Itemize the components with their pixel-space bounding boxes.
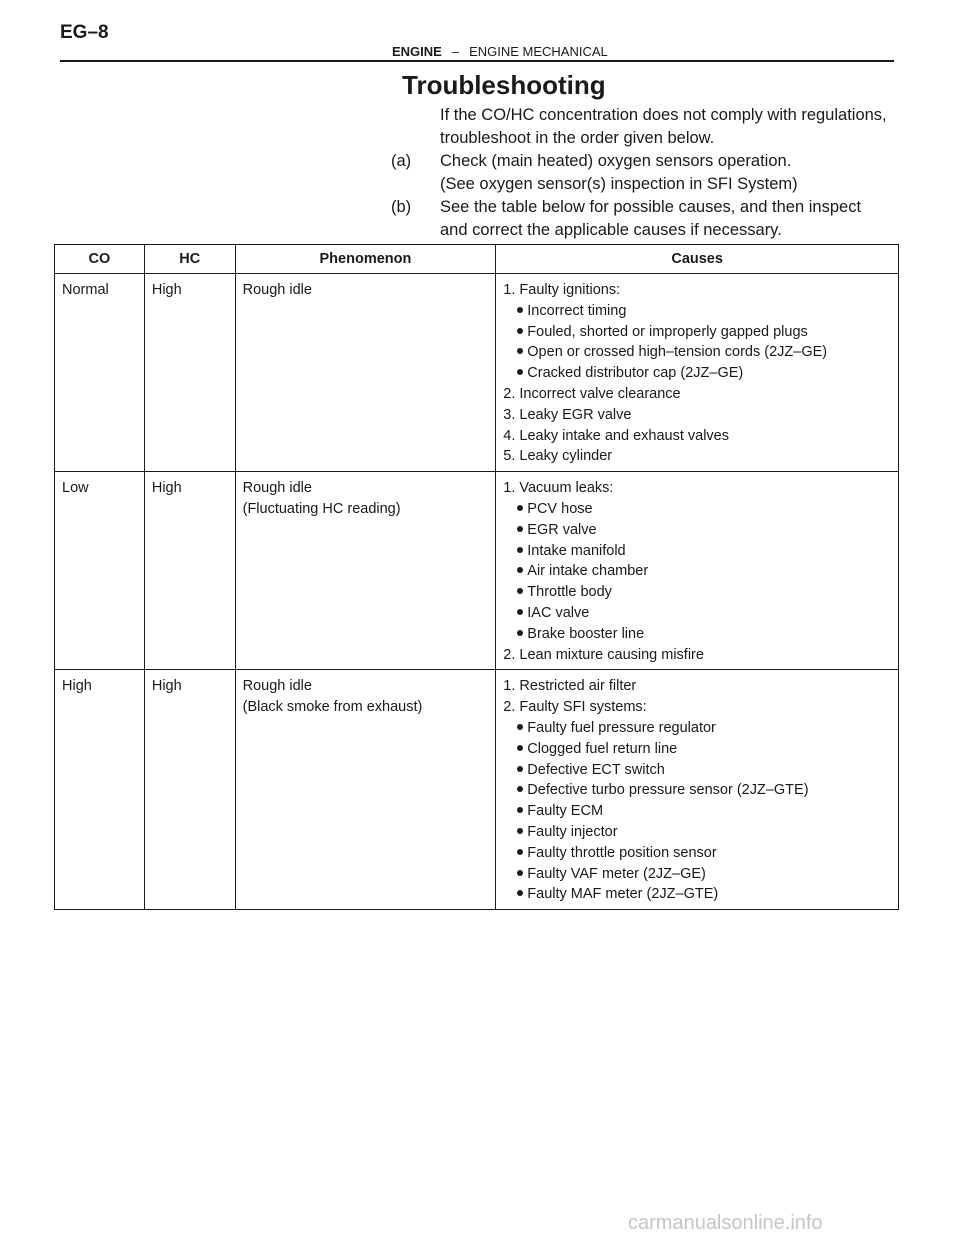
phenomenon-cell [235, 472, 496, 670]
cell-text: Air intake chamber [527, 563, 649, 580]
table-header-row [55, 245, 899, 274]
cell-text: Brake booster line [527, 625, 645, 642]
cell-line [152, 280, 235, 301]
co-cell [55, 472, 145, 670]
troubleshooting-table [54, 244, 899, 910]
cell-line [503, 739, 898, 760]
header-separator: – [451, 44, 460, 59]
cell-line [503, 884, 898, 905]
cell-line [62, 478, 144, 499]
cell-line [243, 697, 496, 718]
bullet-icon [517, 724, 523, 730]
cell-text: Cracked distributor cap (2JZ–GE) [527, 365, 744, 382]
intro-line: troubleshoot in the order given below. [440, 129, 715, 147]
table-row [55, 274, 899, 472]
cell-line [243, 499, 496, 520]
cell-text: EGR valve [527, 521, 597, 538]
header-hc: HC [144, 245, 235, 274]
cell-line [62, 676, 144, 697]
bullet-icon [517, 630, 523, 636]
cell-line [152, 478, 235, 499]
table-row [55, 670, 899, 910]
page-number: EG–8 [60, 22, 109, 43]
cell-line [503, 582, 898, 603]
cell-line [503, 603, 898, 624]
cell-text: High [62, 678, 92, 695]
co-cell [55, 670, 145, 910]
watermark: carmanualsonline.info [628, 1212, 823, 1234]
co-cell [55, 274, 145, 472]
cell-text: 5. Leaky cylinder [503, 448, 613, 465]
cell-line [503, 478, 898, 499]
cell-line [503, 280, 898, 301]
cell-line [503, 363, 898, 384]
bullet-icon [517, 567, 523, 573]
cell-text: Incorrect timing [527, 302, 627, 319]
cell-text: (Black smoke from exhaust) [242, 699, 423, 716]
bullet-icon [517, 745, 523, 751]
cell-text: 2. Faulty SFI systems: [503, 699, 647, 716]
cell-text: Throttle body [527, 584, 612, 601]
cell-line [503, 426, 898, 447]
step-b [391, 196, 898, 242]
causes-cell [496, 670, 899, 910]
bullet-icon [517, 588, 523, 594]
cell-line [503, 697, 898, 718]
cell-text: Faulty MAF meter (2JZ–GTE) [527, 886, 719, 903]
cell-text: Fouled, shorted or improperly gapped plugs [527, 323, 808, 340]
causes-cell [496, 274, 899, 472]
cell-line [503, 864, 898, 885]
cell-text: Faulty injector [527, 823, 618, 840]
cell-text: 2. Incorrect valve clearance [503, 385, 681, 402]
cell-text: PCV hose [527, 500, 593, 517]
bullet-icon [517, 348, 523, 354]
cell-line [503, 822, 898, 843]
hc-cell [144, 472, 235, 670]
cell-text: 1. Vacuum leaks: [503, 480, 614, 497]
step-text: and correct the applicable causes if necessary. [440, 221, 782, 239]
bullet-icon [517, 505, 523, 511]
cell-text: Faulty VAF meter (2JZ–GE) [527, 865, 706, 882]
cell-text: Clogged fuel return line [527, 740, 678, 757]
cell-line [503, 561, 898, 582]
cell-line [503, 405, 898, 426]
cell-text: Defective ECT switch [527, 761, 665, 778]
cell-text: 1. Restricted air filter [503, 678, 637, 695]
cell-text: 2. Lean mixture causing misfire [503, 646, 704, 663]
header-causes: Causes [496, 245, 899, 274]
cell-line [503, 843, 898, 864]
causes-cell [496, 472, 899, 670]
hc-cell [144, 670, 235, 910]
phenomenon-cell [235, 274, 496, 472]
bullet-icon [517, 807, 523, 813]
cell-line [243, 478, 496, 499]
bullet-icon [517, 828, 523, 834]
header-phenomenon: Phenomenon [235, 245, 496, 274]
cell-text: Normal [62, 282, 109, 298]
step-label: (b) [391, 198, 412, 216]
cell-line [243, 676, 496, 697]
phenomenon-cell [235, 670, 496, 910]
cell-line [503, 384, 898, 405]
cell-text: (Fluctuating HC reading) [242, 500, 401, 517]
cell-line [503, 760, 898, 781]
bullet-icon [517, 849, 523, 855]
cell-line [503, 499, 898, 520]
cell-text: High [151, 282, 182, 298]
cell-line [503, 446, 898, 467]
cell-line [152, 676, 235, 697]
bullet-icon [517, 307, 523, 313]
step-label: (a) [391, 152, 412, 170]
cell-text: Rough idle [242, 282, 312, 298]
cell-text: Defective turbo pressure sensor (2JZ–GTE) [527, 782, 809, 799]
cell-text: 4. Leaky intake and exhaust valves [503, 427, 729, 444]
header-co: CO [55, 245, 145, 274]
cell-text: Intake manifold [527, 542, 626, 559]
cell-text: Faulty ECM [527, 803, 604, 820]
step-text: Check (main heated) oxygen sensors operation. [440, 152, 792, 170]
step-a [391, 150, 898, 196]
cell-line [503, 301, 898, 322]
cell-text: IAC valve [527, 604, 590, 621]
cell-line [503, 541, 898, 562]
cell-line [503, 645, 898, 666]
cell-text: Open or crossed high–tension cords (2JZ–GE) [527, 344, 828, 361]
bullet-icon [517, 547, 523, 553]
cell-line [503, 322, 898, 343]
bullet-icon [517, 766, 523, 772]
hc-cell [144, 274, 235, 472]
bullet-icon [517, 890, 523, 896]
cell-text: High [151, 480, 182, 497]
cell-text: 3. Leaky EGR valve [503, 406, 632, 423]
cell-line [503, 342, 898, 363]
table-body [55, 274, 899, 910]
bullet-icon [517, 369, 523, 375]
cell-line [243, 280, 496, 301]
subsection-name: ENGINE MECHANICAL [469, 44, 608, 59]
cell-text: Faulty fuel pressure regulator [527, 719, 716, 736]
cell-line [503, 718, 898, 739]
bullet-icon [517, 870, 523, 876]
cell-line [503, 801, 898, 822]
cell-line [503, 780, 898, 801]
step-text: (See oxygen sensor(s) inspection in SFI System) [440, 175, 798, 193]
cell-text: High [151, 678, 182, 695]
section-name: ENGINE [392, 44, 442, 59]
cell-text: Faulty throttle position sensor [527, 844, 717, 861]
cell-line [503, 676, 898, 697]
cell-text: Rough idle [242, 678, 312, 695]
intro-block [391, 104, 898, 242]
cell-line [503, 520, 898, 541]
bullet-icon [517, 609, 523, 615]
step-text: See the table below for possible causes, and then inspect [440, 198, 862, 216]
cell-line [503, 624, 898, 645]
cell-line [62, 280, 144, 301]
cell-text: Rough idle [242, 480, 312, 497]
bullet-icon [517, 328, 523, 334]
cell-text: 1. Faulty ignitions: [503, 282, 621, 298]
bullet-icon [517, 526, 523, 532]
header-rule [60, 60, 894, 62]
table-row [55, 472, 899, 670]
cell-text: Low [62, 480, 89, 497]
intro-line: If the CO/HC concentration does not comply with regulations, [440, 106, 887, 124]
running-header [392, 44, 608, 59]
page-title: Troubleshooting [402, 70, 606, 100]
bullet-icon [517, 786, 523, 792]
